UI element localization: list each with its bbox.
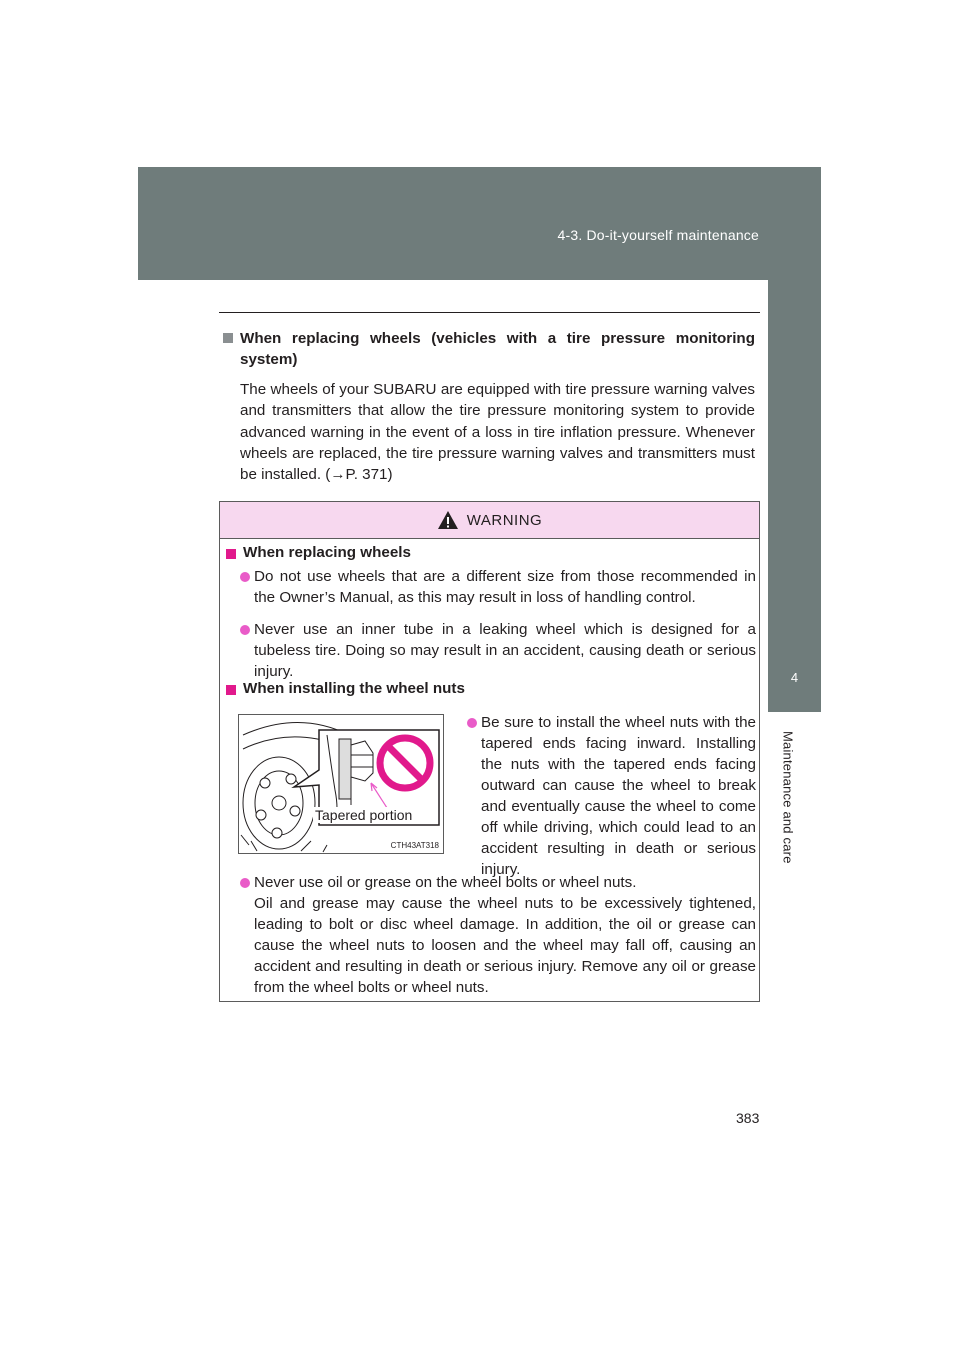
- heading-text: When replacing wheels (vehicles with a tire pressure monitoring system): [240, 330, 755, 369]
- side-tab-bar: [768, 280, 821, 644]
- bullet-text: Never use an inner tube in a leaking wheel which is designed for a tubeless tire. Doing so may result in an accident, causing death or serious injury.: [254, 621, 756, 680]
- body-paragraph: The wheels of your SUBARU are equipped with tire pressure warning valves and transmitters that allow the tire pressure monitoring system to provide advanced warning in the event of a loss in tire inflation pressure. Whenever wheels are replaced, the tire pressure warning valves and transmitters must be installed. (→P. 371): [240, 380, 755, 484]
- warning-subheading-1: [226, 544, 411, 561]
- section-heading: [223, 328, 755, 371]
- header-band: [138, 167, 821, 280]
- bullet-text: Oil and grease may cause the wheel nuts to be excessively tightened, leading to bolt or disc wheel damage. In addition, the oil or grease can cause the wheel nuts to loosen and the wheel may fall off, causing an accident and resulting in death or serious injury. Remove any oil or grease from the wheel bolts or wheel nuts.: [254, 895, 756, 996]
- warning-header: [220, 502, 759, 539]
- bullet-text: Do not use wheels that are a different size from those recommended in the Owner’s Manual, as this may result in loss of handling control.: [254, 568, 756, 606]
- warning-triangle-icon: [437, 510, 459, 530]
- subheading-text: When replacing wheels: [243, 544, 411, 561]
- bullet-dot-icon: [240, 572, 250, 582]
- warning-subheading-2: [226, 680, 465, 697]
- wheel-nut-illustration: [238, 714, 444, 854]
- subheading-text: When installing the wheel nuts: [243, 680, 465, 697]
- chapter-number: 4: [768, 644, 821, 712]
- wheel-diagram-icon: [239, 715, 443, 853]
- warning-title: WARNING: [466, 511, 543, 529]
- tapered-portion-label: Tapered portion: [315, 807, 413, 823]
- illustration-code: CTH43AT318: [390, 841, 439, 850]
- bullet-dot-icon: [240, 878, 250, 888]
- section-title: 4-3. Do-it-yourself maintenance: [557, 227, 759, 243]
- bullet-item: [481, 712, 756, 880]
- square-bullet-icon: [226, 685, 236, 695]
- bullet-dot-icon: [240, 625, 250, 635]
- bullet-item: [254, 872, 756, 998]
- divider: [219, 312, 760, 313]
- chapter-label: Maintenance and care: [780, 730, 796, 864]
- warning-box: [219, 501, 760, 1002]
- square-bullet-icon: [223, 333, 233, 343]
- content-section: [223, 328, 755, 486]
- square-bullet-icon: [226, 549, 236, 559]
- bullet-text: Be sure to install the wheel nuts with the tapered ends facing inward. Installing the nuts with the tapered ends facing outward can cause the wheel to break and eventually cause the wheel to come off while driving, which could lead to an accident resulting in death or serious injury.: [481, 714, 756, 878]
- page-number: 383: [736, 1110, 760, 1126]
- bullet-dot-icon: [467, 718, 477, 728]
- bullet-item: [254, 619, 756, 682]
- bullet-text: Never use oil or grease on the wheel bolts or wheel nuts.: [254, 874, 637, 891]
- bullet-item: [254, 566, 756, 608]
